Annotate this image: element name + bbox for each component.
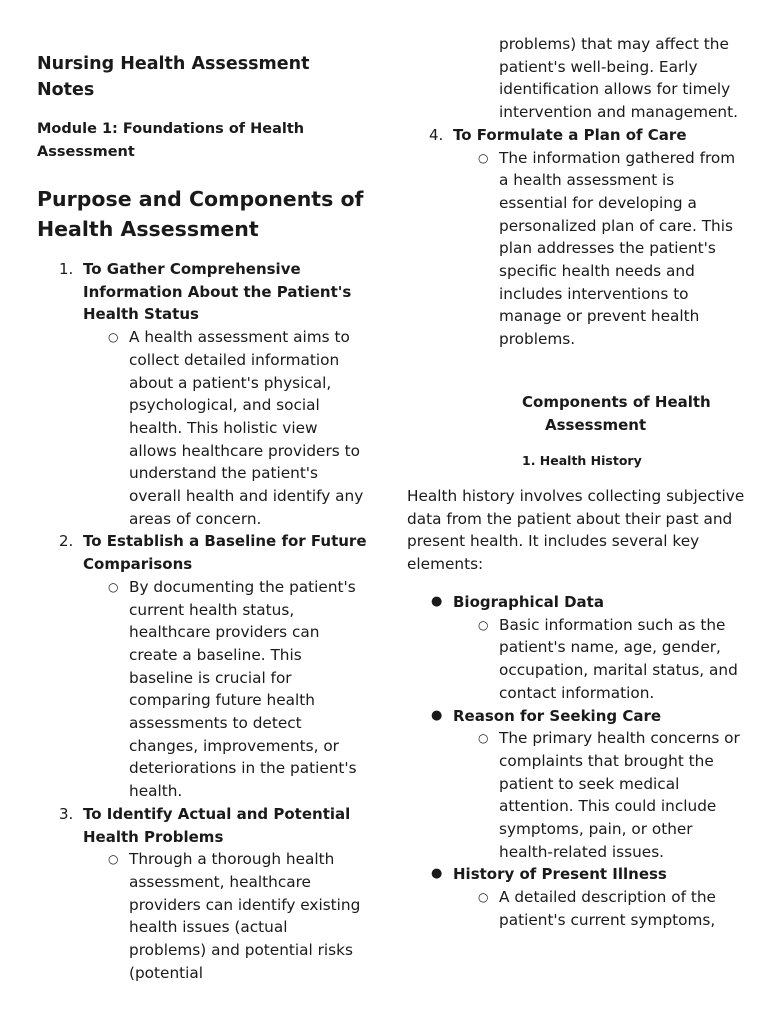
history-element-detail	[453, 886, 747, 931]
purpose-title: To Establish a Baseline for Future Comparisons	[83, 532, 367, 574]
purpose-item-1	[37, 258, 367, 530]
hollow-circle-bullet-icon: ○	[108, 579, 119, 594]
filled-bullet-icon: ●	[431, 866, 443, 882]
module-heading: Module 1: Foundations of Health Assessment	[37, 121, 305, 160]
purpose-title: To Gather Comprehensive Information About the Patient's Health Status	[83, 260, 352, 324]
purpose-item-4	[407, 124, 747, 351]
history-element-detail-text: Basic information such as the patient's name, age, gender, occupation, marital status, and contact information.	[499, 615, 738, 702]
purpose-detail	[83, 848, 367, 984]
section-heading: Purpose and Components of Health Assessment	[37, 187, 364, 241]
purpose-title: To Identify Actual and Potential Health Problems	[83, 804, 351, 846]
purpose-detail-text: Through a thorough health assessment, healthcare providers can identify existing health issues (actual problems) and potential risks (potential	[129, 850, 361, 982]
purpose-detail	[453, 147, 747, 351]
purpose-detail-text: The information gathered from a health assessment is essential for developing a personalized plan of care. This plan addresses the patient's specific health needs and includes interventions to manage or prevent health problems.	[499, 148, 736, 349]
health-history-heading: 1. Health History	[522, 453, 642, 468]
left-column	[37, 258, 367, 985]
history-element-detail	[453, 727, 747, 863]
components-heading-line2: Assessment	[545, 416, 647, 434]
history-element-title: Biographical Data	[453, 593, 604, 611]
history-element-detail	[453, 614, 747, 705]
hollow-circle-bullet-icon: ○	[478, 890, 489, 905]
history-elements	[407, 591, 747, 932]
hollow-circle-bullet-icon: ○	[478, 150, 489, 165]
hollow-circle-bullet-icon: ○	[478, 617, 489, 632]
history-element-list	[407, 591, 747, 932]
hollow-circle-bullet-icon: ○	[108, 852, 119, 867]
history-element-detail-text: The primary health concerns or complaints that brought the patient to seek medical attention. This could include symptoms, pain, or other health-related issues.	[499, 729, 740, 861]
filled-bullet-icon: ●	[431, 594, 443, 609]
history-element-1	[407, 591, 747, 705]
purpose-item-3	[37, 803, 367, 985]
purpose-list	[37, 258, 367, 985]
history-element-2	[407, 705, 747, 864]
health-history-intro: Health history involves collecting subjective data from the patient about their past and present health. It includes several key elements:	[407, 487, 745, 574]
purpose-detail	[83, 576, 367, 803]
hollow-circle-bullet-icon: ○	[478, 731, 489, 746]
filled-bullet-icon: ●	[431, 707, 443, 723]
history-element-detail-text: A detailed description of the patient's current symptoms,	[499, 888, 716, 929]
components-heading	[522, 391, 732, 437]
history-element-3	[407, 863, 747, 931]
purpose-item-2	[37, 530, 367, 802]
list-number: 3.	[59, 804, 74, 823]
hollow-circle-bullet-icon: ○	[108, 330, 119, 345]
history-element-title: Reason for Seeking Care	[453, 706, 662, 725]
list-number: 2.	[59, 532, 74, 551]
purpose-title: To Formulate a Plan of Care	[453, 125, 687, 144]
document-title: Nursing Health Assessment Notes	[37, 54, 310, 100]
purpose-detail-text: problems) that may affect the patient's well-being. Early identification allows for timely intervention and management.	[499, 35, 738, 122]
components-heading-line1: Components of Health	[522, 393, 711, 411]
purpose-detail	[83, 326, 367, 530]
list-number: 4.	[429, 125, 444, 144]
history-element-title: History of Present Illness	[453, 865, 667, 884]
purpose-detail-text: By documenting the patient's current health status, healthcare providers can create a baseline. This baseline is crucial for comparing future health assessments to detect changes, improvements, or deteriorations in the patient's health.	[129, 577, 357, 801]
purpose-detail-text: A health assessment aims to collect detailed information about a patient's physical, psychological, and social health. This holistic view allows healthcare providers to understand the patient's overall health and identify any areas of concern.	[129, 328, 364, 528]
purpose-detail-continued	[407, 33, 747, 124]
list-number: 1.	[59, 260, 74, 278]
right-column	[407, 33, 747, 351]
